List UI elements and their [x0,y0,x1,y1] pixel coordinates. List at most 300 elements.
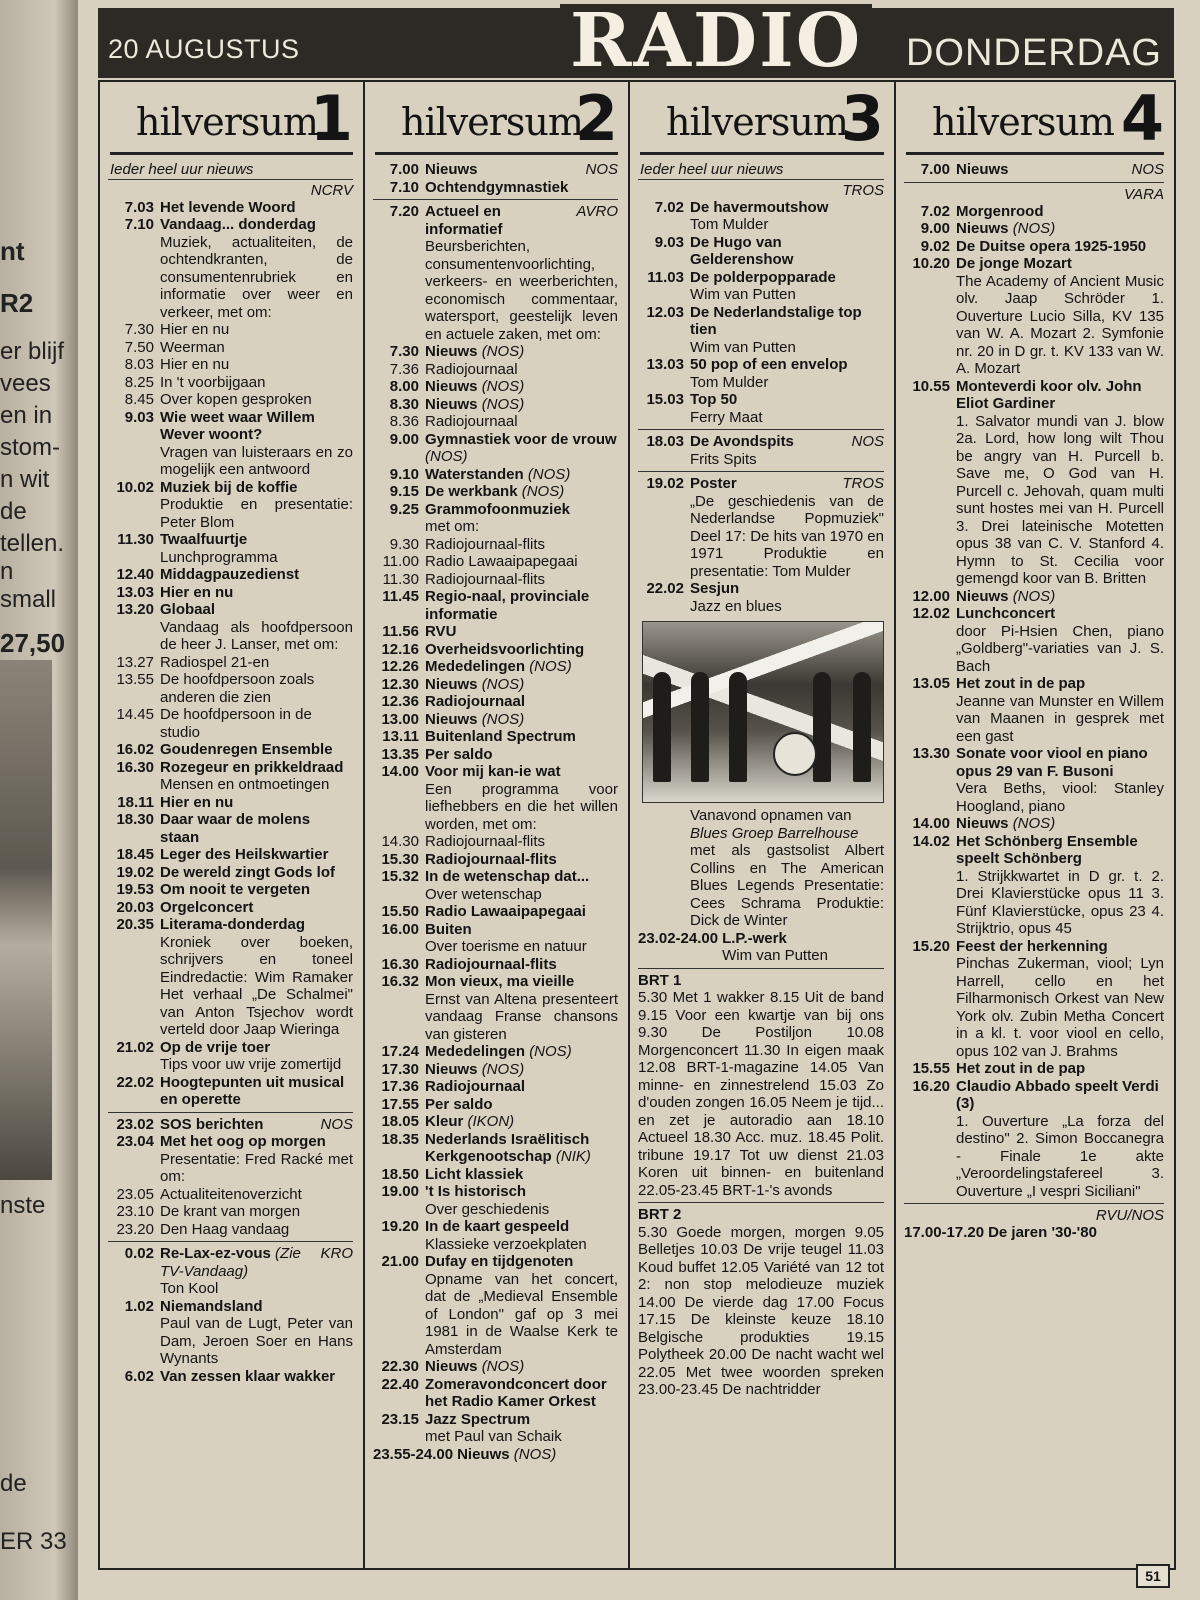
divider [638,1202,884,1203]
program-title [160,479,353,497]
program-title-text: Monteverdi koor olv. John Eliot Gardiner [956,377,1142,412]
program-time: 16.30 [381,955,419,973]
program-content [160,759,353,794]
program-entry [373,868,618,903]
program-entry [904,605,1164,675]
program-content [160,811,353,846]
sub-item: Radiojournaal-flits [425,535,546,553]
program-list [100,155,363,1385]
program-description: Klassieke verzoekplaten [425,1235,587,1253]
program-time: 0.02 [124,1245,154,1262]
station-name: hilversum [666,100,848,144]
band-photo [642,621,884,803]
program-title-text: De werkbank [425,483,518,500]
program-content [690,234,884,269]
program-time: 22.30 [381,1358,419,1375]
program-time: 7.10 [124,216,154,233]
program-content [425,553,618,571]
brt-text: 5.30 Met 1 wakker 8.15 Uit de band 9.15 Voor een kwartje van bij ons 9.30 De Postiljon 10.08 Morgenconcert 11.30 In eigen maak 12.08 BRT-1-magazine 14.05 Van minne- en zinnestrelend 15.03 Zo d'ouden zongen 16.05 Neem je tijd... en zet je autoradio aan 18.10 Actueel 18.30 Acc. muz. 18.45 Polit. tribune 19.17 Tot uw dienst 21.03 Koren uit binnen- en buitenland 22.05-23.45 BRT-1-'s avonds [638,989,884,1199]
previous-page-fragment: stom- [0,434,60,461]
program-content [425,851,618,869]
program-title-text: Nieuws [425,161,478,178]
divider [904,1203,1164,1204]
program-title [425,1183,618,1201]
program-title-text: Mededelingen [425,658,526,675]
divider [108,1112,353,1113]
program-entry [638,475,884,580]
program-time: 15.30 [381,850,419,868]
program-title-text: Overheidsvoorlichting [425,640,585,658]
program-description: The Academy of Ancient Music olv. Jaap Schröder 1. Ouverture Lucio Silla, KV 135 van W. A. Mozart 2. Symfonie nr. 20 in D gr. t. KV 133 van W. A. Mozart [956,272,1164,377]
program-description: „De geschiedenis van de Nederlandse Popmuziek" Deel 17: De hits van 1970 en 1971 Produktie en presentatie: Tom Mulder [690,492,884,580]
program-content [425,623,618,641]
program-title-text: In de kaart gespeeld [425,1218,570,1235]
program-entry [108,321,353,339]
program-title-text: Leger des Heilskwartier [160,846,329,863]
divider [638,471,884,472]
program-title-text: De havermoutshow [690,198,829,216]
program-title [425,431,618,466]
program-title-text: Nieuws [956,587,1009,605]
program-content [160,1186,353,1204]
program-entry [108,1245,353,1298]
program-title [425,343,618,361]
program-title-text: Om nooit te vergeten [160,881,311,898]
program-entry [373,588,618,623]
program-content [425,763,618,833]
program-content [956,1060,1164,1078]
program-time: 20.03 [116,898,154,916]
program-time: 7.00 [920,161,950,178]
program-title-text: Nieuws [425,378,478,395]
program-entry [904,675,1164,745]
program-time: 16.32 [381,973,419,990]
hourly-news-note: Ieder heel uur nieuws [638,161,884,180]
program-entry [638,580,884,615]
program-title [160,566,353,584]
program-time: 13.11 [382,728,419,745]
program-content [160,654,353,672]
program-title-text: Actueel en informatief [425,203,503,238]
program-content [160,1116,353,1134]
sub-item: Den Haag vandaag [160,1220,290,1238]
program-entry [108,1133,353,1186]
sub-item: Radiojournaal-flits [425,570,546,588]
program-time: 19.53 [116,881,154,898]
header-date: 20 AUGUSTUS [108,34,300,64]
program-description: Wim van Putten [722,947,828,964]
program-time: 9.03 [124,408,154,426]
broadcaster-note: (NOS) [425,448,468,465]
broadcaster-label: VARA [1123,185,1164,203]
program-content [425,1183,618,1218]
sub-item: Radiojournaal [425,360,518,378]
sub-item: De krant van morgen [160,1203,301,1220]
program-time: 11.30 [117,531,154,548]
sub-item: Hier en nu [160,356,230,373]
program-description: Tips voor uw vrije zomertijd [160,1056,342,1073]
program-time: 12.36 [381,693,419,710]
program-title [425,501,618,519]
program-entry [373,483,618,501]
program-title-text: Met het oog op morgen [160,1133,326,1150]
program-entry [108,1298,353,1368]
program-content [425,501,618,536]
divider [638,968,884,969]
program-time: 12.40 [116,566,154,583]
program-entry [108,706,353,741]
program-entry [373,833,618,851]
station-name: hilversum [401,100,583,144]
previous-page-fragment: er blijf [0,338,65,365]
program-content [160,846,353,864]
program-time: 22.02 [116,1073,154,1091]
program-title [425,868,618,886]
program-time: 9.03 [654,233,684,251]
program-title-text: Daar waar de molens staan [160,811,311,846]
program-entry [373,728,618,746]
program-content [160,356,353,374]
station-number: 4 [1120,82,1164,155]
program-content [160,1039,353,1074]
program-content [425,1411,618,1446]
program-content [425,641,618,659]
program-entry [373,641,618,659]
program-description: Ferry Maat [690,408,763,426]
program-time: 22.40 [381,1375,419,1393]
program-title [425,1253,618,1271]
program-content [425,1131,618,1166]
program-time: 11.30 [382,570,419,588]
program-title [690,304,884,339]
program-time: 7.30 [389,343,419,360]
program-content [160,601,353,654]
program-title-text: Re-Lax-ez-vous [160,1245,271,1262]
program-entry [904,1078,1164,1201]
program-entry [904,255,1164,378]
program-entry [373,431,618,466]
program-entry [904,220,1164,238]
program-entry [108,654,353,672]
program-content [956,588,1164,606]
broadcaster-label: RVU/NOS [1095,1207,1164,1224]
program-time: 8.45 [124,391,154,408]
program-time: 15.32 [381,868,419,885]
sub-item: Radiospel 21-en [160,653,270,671]
program-content [160,216,353,321]
program-title [425,1358,618,1376]
program-title-text: Nieuws [457,1445,510,1463]
program-title [425,851,618,869]
program-entry [108,1074,353,1109]
column-hilversum-2 [365,82,630,1568]
program-time: 23.05 [116,1185,154,1203]
program-time: 23.55-24.00 [373,1445,454,1463]
program-title-text: Lunchconcert [956,605,1056,622]
program-entry [373,851,618,869]
column-hilversum-3 [630,82,896,1568]
sub-item: Radiojournaal-flits [425,833,546,850]
program-content [457,1446,618,1464]
previous-page-fragment: de [0,1470,27,1497]
program-title-text: Claudio Abbado speelt Verdi (3) [956,1077,1159,1112]
previous-page-fragment: small [0,586,57,613]
program-title-text: Vandaag... donderdag [160,216,316,233]
program-description-cont: met als gastsolist Albert Collins en The American Blues Legends Presentatie: Cees Schrama Produktie: Dick de Winter [690,842,884,929]
previous-page-fragment: en in [0,402,53,429]
program-entry [904,745,1164,815]
program-time: 8.36 [389,413,419,430]
program-title-text: Gymnastiek voor de vrouw [425,430,617,448]
program-entry [373,378,618,396]
program-title [160,741,353,759]
program-description: Muziek, actualiteiten, de ochtendkranten, de consumentenrubriek en informatie over weer en verkeer, met om: [160,233,353,321]
program-time: 13.00 [381,710,419,728]
program-title-text: Nieuws [425,343,478,360]
program-entry [373,921,618,956]
program-title [956,1060,1164,1078]
program-entry [373,1078,618,1096]
program-title [956,220,1164,238]
program-time: 7.10 [389,178,419,196]
program-title-text: Het levende Woord [160,198,296,216]
program-entry [108,1368,353,1386]
program-entry [108,1203,353,1221]
program-entry [904,378,1164,588]
program-description: Kroniek over boeken, schrijvers en toneel Eindredactie: Wim Ramaker Het verhaal „De Schalmei" van Anton Tsjechov wordt verteld door Jaap Wieringa [160,933,353,1038]
program-title [160,409,353,444]
musician-figure [813,672,831,782]
program-time: 15.50 [381,903,419,920]
header-banner [98,0,1174,84]
program-time: 16.02 [116,741,154,758]
program-description: Ernst van Altena presenteert vandaag Franse chansons van gisteren [425,990,618,1043]
program-time: 16.00 [381,920,419,938]
program-content [160,374,353,392]
program-time: 22.02 [646,580,684,597]
program-title-text: Feest der herkenning [956,937,1108,955]
program-entry [373,571,618,589]
program-entry [373,466,618,484]
program-title [160,916,353,934]
program-content [425,396,618,414]
program-content [160,916,353,1039]
program-content [722,930,884,965]
program-title-text: Nieuws [956,220,1009,237]
program-entry [373,161,618,179]
program-description: door Pi-Hsien Chen, piano „Goldberg"-variaties van J. S. Bach [956,622,1164,675]
program-time: 17.00-17.20 [904,1224,985,1241]
program-title [160,811,353,846]
program-description: Frits Spits [690,450,757,468]
program-entry [373,676,618,694]
program-title [690,433,884,451]
program-title [956,378,1164,413]
program-description: Paul van de Lugt, Peter van Dam, Jeroen Soer en Hans Wynants [160,1315,353,1367]
program-content [160,671,353,706]
program-entry [108,601,353,654]
program-content [425,361,618,379]
program-content [425,956,618,974]
program-title [425,1218,618,1236]
program-title [425,903,618,921]
program-content [425,378,618,396]
program-time [638,807,690,930]
program-title [956,605,1164,623]
broadcaster-tag: NOS [320,1115,353,1133]
program-content [425,711,618,729]
program-content [425,973,618,1043]
program-time: 13.03 [116,583,154,601]
program-title-text: Middagpauzedienst [160,566,300,583]
program-description: Produktie en presentatie: Peter Blom [160,496,353,531]
program-entry [108,479,353,532]
program-title [956,1078,1164,1113]
program-content [160,706,353,741]
program-title-text: Radiojournaal [425,693,526,710]
program-content [425,413,618,431]
column-header [640,82,884,155]
program-title [160,1133,353,1151]
broadcaster-note: (NOS) [521,483,565,500]
radio-page [78,0,1200,1600]
program-entry [108,391,353,409]
program-title-text: De wereld zingt Gods lof [160,863,336,881]
musician-figure [729,672,747,782]
program-time: 14.30 [381,833,419,850]
program-content [160,339,353,357]
program-title-text: Hoogtepunten uit musical en operette [160,1073,345,1108]
program-entry [638,930,884,965]
program-content [956,161,1164,179]
sub-item: Radiojournaal [425,413,518,430]
program-title-text: SOS berichten [160,1115,264,1133]
program-entry [108,199,353,217]
program-title [956,161,1164,179]
program-content [956,605,1164,675]
previous-page-fragment: n [0,558,14,585]
program-entry [108,899,353,917]
program-title [425,483,618,501]
program-content [956,1078,1164,1201]
program-time: 23.15 [381,1410,419,1428]
program-entry [108,339,353,357]
program-description: met Paul van Schaik [425,1428,562,1445]
previous-page-fragment: tellen. [0,530,65,557]
program-title-text: Twaalfuurtje [160,531,248,548]
program-description: Vanavond opnamen van [690,807,852,824]
program-entry [373,903,618,921]
program-time: 18.50 [381,1165,419,1183]
program-title [956,255,1164,273]
program-title-text: Per saldo [425,1095,493,1113]
broadcaster-note: (NOS) [513,1445,557,1463]
broadcaster-tag: NOS [851,433,884,450]
program-content [160,1298,353,1368]
program-title [425,1061,618,1079]
sub-item: Weerman [160,338,225,356]
program-title-text: De polderpopparade [690,268,836,286]
program-entry [904,161,1164,179]
broadcaster-note: (NOS) [481,710,525,728]
program-title [690,234,884,269]
program-title-text: Kleur [425,1113,464,1130]
program-entry [373,746,618,764]
program-title-text: Grammofoonmuziek [425,500,571,518]
program-title [425,1376,618,1411]
program-description: Vragen van luisteraars en zo mogelijk een antwoord [160,443,353,478]
program-content [160,1221,353,1239]
program-title [425,1113,618,1131]
broadcaster-note: (NOS) [1012,815,1056,832]
program-time: 9.00 [920,220,950,237]
program-title [160,864,353,882]
program-title [425,676,618,694]
program-content [425,1358,618,1376]
program-entry [108,1221,353,1239]
program-entry [373,1446,618,1464]
program-content [425,1166,618,1184]
program-description: Over wetenschap [425,885,542,903]
program-title-text: Hier en nu [160,583,234,601]
program-title [160,899,353,917]
program-description: Pinchas Zukerman, viool; Lyn Harrell, cello en het Filharmonisch Orkest van New York olv. Zubin Metha Concert in a kl. t. voor viool en cello, opus 102 van J. Brahms [956,955,1164,1060]
program-time: 14.00 [381,763,419,780]
program-title-text: Dufay en tijdgenoten [425,1253,574,1270]
sub-item: De hoofdpersoon in de studio [160,706,312,741]
program-description: Ton Kool [160,1280,219,1297]
program-time: 13.27 [116,653,154,671]
program-entry [638,269,884,304]
program-time: 13.03 [646,356,684,373]
program-title [160,1074,353,1109]
program-content [425,431,618,466]
program-entry [108,811,353,846]
program-entry [108,374,353,392]
program-time: 13.05 [912,675,950,692]
broadcaster-note: (NOS) [481,675,525,693]
program-title-text: Ochtendgymnastiek [425,178,569,196]
program-time: 14.00 [912,815,950,832]
hourly-news-note: Ieder heel uur nieuws [108,161,353,180]
program-time: 7.02 [920,202,950,220]
program-time: 17.30 [381,1060,419,1078]
program-title [160,881,353,899]
program-content [425,1061,618,1079]
program-time: 23.02 [116,1115,154,1133]
program-content [690,391,884,426]
program-entry [108,409,353,479]
program-content [988,1224,1164,1242]
sub-item: In 't voorbijgaan [160,373,266,391]
program-content [956,203,1164,221]
program-content [425,1096,618,1114]
program-title-text: Poster [690,475,737,492]
program-time: 18.03 [646,433,684,450]
program-title-text: De Avondspits [690,433,794,450]
brt-text: 5.30 Goede morgen, morgen 9.05 Belletjes 10.03 De vrije teugel 11.03 Koud buffet 12.05 Variété van 12 tot 2: non stop melodieuze muziek 14.00 De vierde dag 17.00 Focus 17.15 De kleinste keuze 18.10 Belgische produkties 19.15 Polytheek 20.00 De nacht wacht wel 22.05 Met twee woorden spreken 23.00-23.45 De nachtridder [638,1223,884,1398]
program-entry [373,396,618,414]
broadcaster-tag: TROS [842,475,884,492]
program-time: 23.02-24.00 [638,929,719,947]
program-title [160,1039,353,1057]
program-title [425,693,618,711]
program-content [160,741,353,759]
program-content [160,1368,353,1386]
broadcaster-note: (NOS) [481,343,525,360]
program-content [160,566,353,584]
program-time: 8.03 [124,356,154,373]
